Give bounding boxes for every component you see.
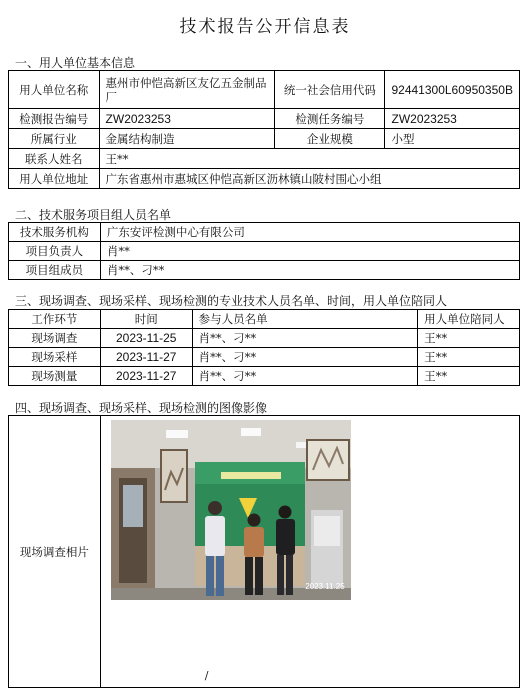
section1-heading: 一、用人单位基本信息	[15, 56, 136, 70]
section3-heading: 三、现场调查、现场采样、现场检测的专业技术人员名单、时间，用人单位陪同人	[15, 294, 448, 308]
label-agency: 技术服务机构	[9, 223, 101, 242]
onsite-table	[8, 309, 520, 386]
header-participants: 参与人员名单	[192, 310, 418, 329]
label-address: 用人单位地址	[9, 169, 100, 189]
cell-stage: 现场采样	[9, 348, 101, 367]
table-row	[9, 71, 520, 109]
table-row	[9, 367, 520, 386]
value-contact: 王**	[99, 149, 519, 169]
table-row	[9, 261, 520, 280]
table-row	[9, 169, 520, 189]
section4-heading: 四、现场调查、现场采样、现场检测的图像影像	[15, 401, 268, 415]
team-table	[8, 222, 520, 280]
label-task-no: 检测任务编号	[275, 109, 385, 129]
label-company-name: 用人单位名称	[9, 71, 100, 109]
label-report-no: 检测报告编号	[9, 109, 100, 129]
table-row	[9, 129, 520, 149]
site-photo-illustration	[111, 420, 351, 600]
label-contact: 联系人姓名	[9, 149, 100, 169]
table-row	[9, 109, 520, 129]
label-scale: 企业规模	[275, 129, 385, 149]
label-members: 项目组成员	[9, 261, 101, 280]
label-credit-code: 统一社会信用代码	[275, 71, 385, 109]
label-leader: 项目负责人	[9, 242, 101, 261]
value-report-no: ZW2023253	[99, 109, 275, 129]
value-company-name: 惠州市仲恺高新区友亿五金制品厂	[99, 71, 275, 109]
photo-timestamp: 2023.11.25	[305, 582, 345, 591]
table-header-row	[9, 310, 520, 329]
basic-info-table	[8, 70, 520, 189]
cell-escort: 王**	[418, 329, 520, 348]
label-industry: 所属行业	[9, 129, 100, 149]
value-scale: 小型	[385, 129, 520, 149]
photo-label: 现场调查相片	[9, 416, 101, 688]
cell-time: 2023-11-27	[100, 348, 192, 367]
cell-escort: 王**	[418, 367, 520, 386]
table-row	[9, 149, 520, 169]
value-task-no: ZW2023253	[385, 109, 520, 129]
value-members: 肖**、刁**	[100, 261, 519, 280]
table-row	[9, 223, 520, 242]
cell-participants: 肖**、刁**	[192, 367, 418, 386]
cell-escort: 王**	[418, 348, 520, 367]
photo-table	[8, 415, 520, 688]
header-escort: 用人单位陪同人	[418, 310, 520, 329]
value-leader: 肖**	[100, 242, 519, 261]
value-agency: 广东安评检测中心有限公司	[100, 223, 519, 242]
footer-mark: /	[204, 669, 209, 682]
cell-time: 2023-11-25	[100, 329, 192, 348]
value-industry: 金属结构制造	[99, 129, 275, 149]
section2-heading: 二、技术服务项目组人员名单	[15, 208, 172, 222]
cell-participants: 肖**、刁**	[192, 329, 418, 348]
table-row	[9, 416, 520, 688]
value-credit-code: 92441300L60950350B	[385, 71, 520, 109]
cell-participants: 肖**、刁**	[192, 348, 418, 367]
header-time: 时间	[100, 310, 192, 329]
table-row	[9, 242, 520, 261]
page-title: 技术报告公开信息表	[179, 17, 351, 37]
header-stage: 工作环节	[9, 310, 101, 329]
photo-cell	[100, 416, 519, 688]
cell-stage: 现场调查	[9, 329, 101, 348]
site-survey-photo	[111, 420, 351, 600]
cell-time: 2023-11-27	[100, 367, 192, 386]
table-row	[9, 348, 520, 367]
cell-stage: 现场测量	[9, 367, 101, 386]
table-row	[9, 329, 520, 348]
value-address: 广东省惠州市惠城区仲恺高新区沥林镇山陂村围心小组	[99, 169, 519, 189]
